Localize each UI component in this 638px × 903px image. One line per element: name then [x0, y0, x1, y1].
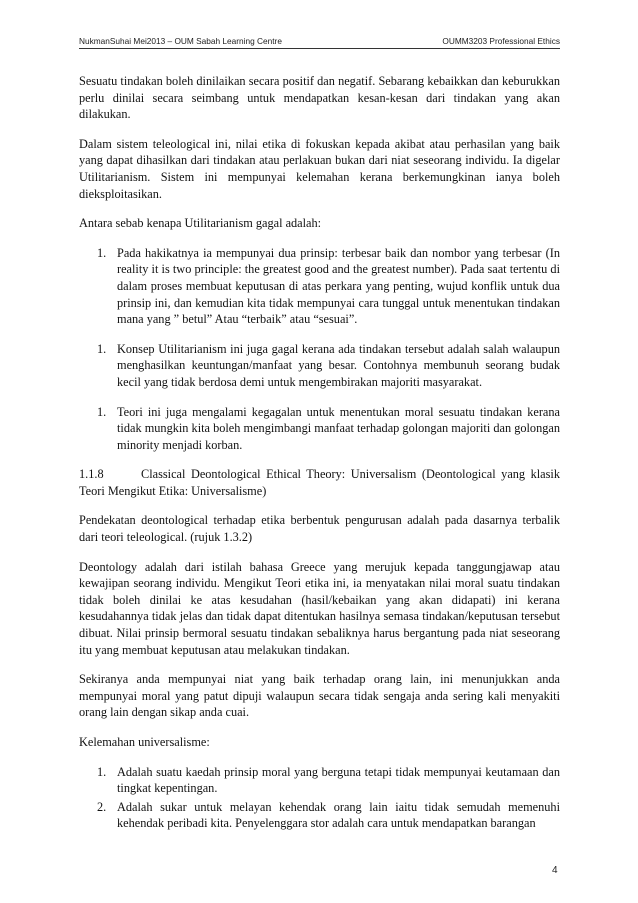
list-number: 2. — [97, 799, 107, 814]
list-text: Konsep Utilitarianism ini juga gagal kerana ada tindakan tersebut adalah salah walaupun menghasilkan keuntungan/manfaat yang besar. Contohnya membunuh seorang budak kecil yang tidak berdosa demi untuk mengembirakan majoriti masyarakat. — [117, 341, 560, 389]
paragraph: Pendekatan deontological terhadap etika berbentuk pengurusan adalah pada dasarnya terbalik dari teori teleological. (rujuk 1.3.2) — [79, 513, 560, 545]
list-text: Pada hakikatnya ia mempunyai dua prinsip: terbesar baik dan nombor yang terbesar (In reality it is two principle: the greatest good and the greatest number). Pada saat tertentu di dalam proses membuat keputusan di atas perkara yang penting, wujud konflik untuk dua prinsip ini, dan kemudian kita tidak mempunyai cara tunggal untuk menentukan tindakan mana yang ” betul” Atau “terbaik” atau “sesuai”. — [117, 245, 560, 327]
paragraph: Kelemahan universalisme: — [79, 735, 210, 749]
paragraph: Deontology adalah dari istilah bahasa Greece yang merujuk kepada tanggungjawap atau kewajipan seorang individu. Mengikut Teori etika ini, ia menyatakan nilai moral suatu tindakan tidak boleh dinilai ke atas kesudahan (hasil/kebaikan yang akan didapati) ini kerana kesudahannya tidak jelas dan tidak dapat ditentukan hasilnya semasa tindakan/keputusan tersebut dibuat. Nilai prinsip bermoral sesuatu tindakan sebaliknya harus bergantung pada niat seseorang itu yang membuat keputusan atau melakukan tindakan. — [79, 559, 560, 657]
list-number: 1. — [97, 404, 107, 419]
list-number: 1. — [97, 341, 107, 356]
list-text: Adalah sukar untuk melayan kehendak orang lain iaitu tidak semudah memenuhi kehendak peribadi kita. Penyelenggara stor adalah cara untuk mendapatkan barangan — [117, 799, 560, 831]
numbered-list — [79, 245, 560, 454]
section-title: Classical Deontological Ethical Theory: Universalism (Deontological yang klasik Teori Mengikut Etika: Universalisme) — [79, 467, 560, 498]
list-item — [79, 245, 560, 328]
header-left: NukmanSuhai Mei2013 – OUM Sabah Learning Centre — [79, 36, 282, 46]
page-header — [79, 36, 560, 49]
list-item — [79, 341, 560, 391]
numbered-list — [79, 764, 560, 832]
list-number: 1. — [97, 245, 107, 260]
paragraph: Sesuatu tindakan boleh dinilaikan secara positif dan negatif. Sebarang kebaikkan dan keburukkan perlu dinilai secara seimbang untuk mendapatkan kesan-kesan dari tindakan yang akan dilakukan. — [79, 74, 560, 122]
document-body — [79, 73, 560, 845]
list-item — [79, 764, 560, 797]
section-heading — [79, 466, 560, 499]
list-item — [79, 404, 560, 454]
paragraph: Sekiranya anda mempunyai niat yang baik terhadap orang lain, ini menunjukkan anda mempunyai moral yang patut dipuji walaupun secara tidak sengaja anda sering kali menyakiti orang lain dengan sikap anda cuai. — [79, 672, 560, 720]
list-number: 1. — [97, 764, 107, 779]
list-text: Adalah suatu kaedah prinsip moral yang berguna tetapi tidak mempunyai keutamaan dan tingkat kepentingan. — [117, 764, 560, 796]
paragraph: Dalam sistem teleological ini, nilai etika di fokuskan kepada akibat atau perhasilan yang baik yang dapat dihasilkan dari tindakan atau perlakuan bukan dari niat seseorang individu. Ia digelar Utilitarianism. Sistem ini mempunyai kelemahan kerana berkemungkinan ianya boleh dieksploitasikan. — [79, 136, 560, 201]
paragraph: Antara sebab kenapa Utilitarianism gagal adalah: — [79, 216, 322, 231]
page-number: 4 — [552, 865, 558, 876]
list-text: Teori ini juga mengalami kegagalan untuk menentukan moral sesuatu tindakan kerana tidak mungkin kita boleh mengimbangi manfaat terhadap golongan majoriti dan golongan minority menjadi korban. — [117, 404, 560, 452]
list-item — [79, 799, 560, 832]
header-right: OUMM3203 Professional Ethics — [442, 36, 560, 46]
section-number: 1.1.8 — [79, 467, 104, 482]
